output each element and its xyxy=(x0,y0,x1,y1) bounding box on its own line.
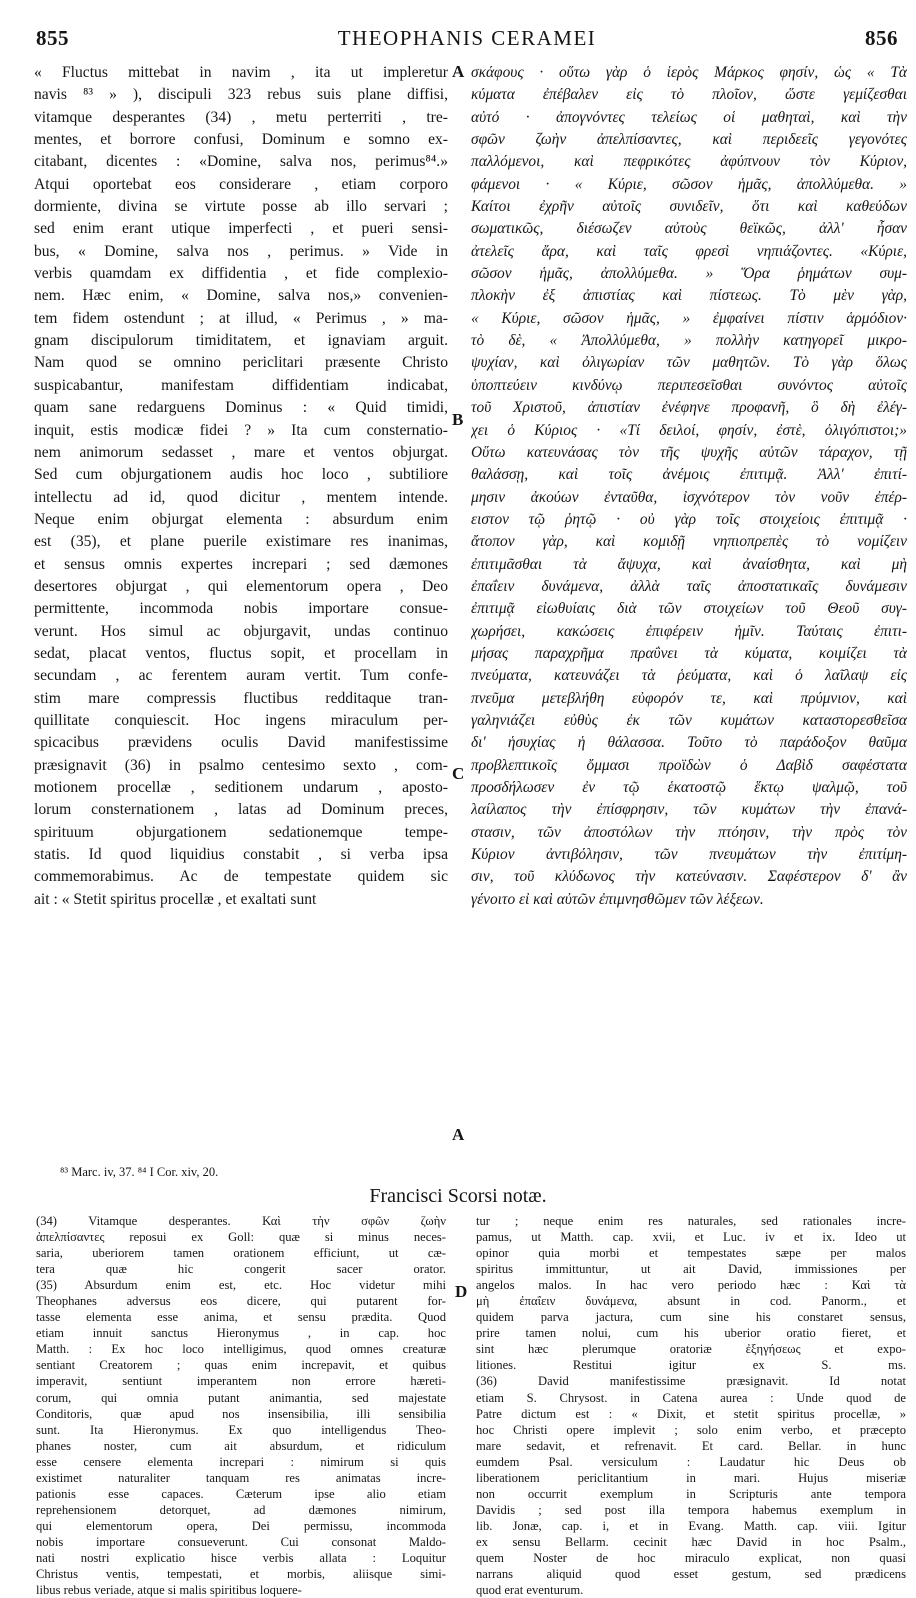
note-line: corum, qui omnia putant animantia, sed majestate xyxy=(36,1390,446,1405)
latin-text-line: « Fluctus mittebat in navim , ita ut impleretur xyxy=(34,64,448,81)
latin-text-line: bus, « Domine, salva nos , perimus. » Vide in xyxy=(34,242,448,260)
latin-text-line: quam sane redarguens Dominus : « Quid timidi, xyxy=(34,399,448,417)
note-line: lib. Jonæ, cap. i, et in Evang. Matth. cap. viii. Igitur xyxy=(476,1518,906,1533)
greek-text-line: ὑποπτεύειν κινδύνῳ περιπεσεῖσθαι συνόντος αὐτοῖς xyxy=(471,376,907,394)
latin-text-line: Atqui oportebat eos considerare , etiam corporo xyxy=(34,175,448,193)
latin-text-line: verbis quamdam ex diffidentia , et fide complexio- xyxy=(34,265,448,283)
greek-text-line: χει ὁ Κύριος · «Τί δειλοί, φησίν, ἐστὲ, ὀλιγόπιστοι;» xyxy=(471,421,907,439)
note-line: ἀπελπίσαντες reposui ex Goll: quæ si minus neces- xyxy=(36,1230,446,1245)
note-line: sunt. Ita Hieronymus. Ex quo intelligendus Theo- xyxy=(36,1422,446,1437)
note-line: (34) Vitamque desperantes. Καὶ τὴν σφῶν ζωὴν xyxy=(36,1214,446,1228)
note-line: saria, uberiorem tamen orationem efficiunt, ut cæ- xyxy=(36,1246,446,1261)
note-line: spiritus immittuntur, ut ait David, immissiones per xyxy=(476,1262,906,1277)
margin-letter-d: D xyxy=(455,1282,468,1301)
latin-text-line: permittente, incommoda nobis importare consue- xyxy=(34,600,448,618)
greek-text-line: θαλάσσῃ, καὶ τοῖς ἀνέμοις ἐπιτιμᾷ. Ἀλλ' ἐπιτί- xyxy=(471,466,907,484)
note-line: tasse elementa esse anima, et sensu prædita. Quod xyxy=(36,1310,446,1325)
note-line: etiam S. Chrysost. in Catena aurea : Unde quod de xyxy=(476,1390,906,1405)
note-line: quod erat eventurum. xyxy=(476,1583,584,1598)
note-line: pationis esse capaces. Cæterum ipse alio etiam xyxy=(36,1486,446,1501)
greek-text-line: σιν, τοῦ κλύδωνος τὴν κατεύνασιν. Σαφέστερον δ' ἂν xyxy=(471,868,907,886)
greek-text-line: πλοκὴν ἐξ ἀπιστίας καὶ πίστεως. Τὸ μὲν γὰρ, xyxy=(471,287,907,305)
greek-text-line: ψυχίαν, καὶ ὀλιγωρίαν τῶν μαθητῶν. Τὸ γὰρ ὅλως xyxy=(471,354,907,372)
note-line: tera quæ hic congerit sacer orator. xyxy=(36,1262,446,1277)
note-line: (35) Absurdum enim est, etc. Hoc videtur mihi xyxy=(36,1278,446,1293)
note-line: tur ; neque enim res naturales, sed rationales incre- xyxy=(476,1214,906,1228)
latin-text-line: dormiente, divina se virtute posse ab illo servari ; xyxy=(34,198,448,216)
greek-text-line: σωματικῶς, διέσωζεν αὐτοὺς θεϊκῶς, ἀλλ' ἦσαν xyxy=(471,220,907,238)
margin-letter-a: A xyxy=(452,62,465,81)
greek-text-line: παλλόμενοι, καὶ πεφρικότες ἀφύπνουν τὸν Κύριον, xyxy=(471,153,907,171)
latin-text-line: stim mare compressis fluctibus redditaque tran- xyxy=(34,689,448,707)
note-line: pamus, ut Matth. cap. xvii, et Luc. iv et ix. Ideo ut xyxy=(476,1230,906,1245)
greek-text-line: προβλεπτικοῖς ὄμμασι προϊδὼν ὁ Δαβὶδ σαφέστατα xyxy=(471,756,907,774)
greek-text-line: σῶσον ἡμᾶς, ἀπολλύμεθα. » Ὅρα ῥημάτων συμ- xyxy=(471,265,907,283)
greek-text-line: χωρήσει, κακώσεις ἐπιφέρειν ἡμῖν. Ταύταις ἐπιτι- xyxy=(471,622,907,640)
latin-text-line: est (35), et plane puerile existimare res inanimas, xyxy=(34,533,448,551)
latin-text-line: spicacibus prævidens oculis David manifestissime xyxy=(34,734,448,752)
running-head xyxy=(36,26,898,52)
greek-text-line: ἐπιτιμᾷ εἰωθυίαις διὰ τῶν στοιχείων τοῦ Θεοῦ συγ- xyxy=(471,600,907,618)
latin-text-line: nem. Hæc enim, « Domine, salva nos,» convenien- xyxy=(34,287,448,305)
note-line: mare sedavit, et refrenavit. Et card. Bellar. in hunc xyxy=(476,1438,906,1453)
note-line: Davidis ; sed post illa tempora habemus exemplum in xyxy=(476,1502,906,1517)
latin-text-line: spirituum objurgationem sedationemque tempe- xyxy=(34,823,448,841)
note-line: qui elementorum opera, Dei permissu, incommoda xyxy=(36,1518,446,1533)
greek-text-line: λαίλαπος τὴν ἐπίσφρησιν, τῶν κυμάτων τὴν ἐπανά- xyxy=(471,801,907,819)
latin-text-line: suspicabantur, manifestam diffidentiam indicabat, xyxy=(34,376,448,394)
margin-letter-b: B xyxy=(452,410,464,429)
notes-heading: Francisci Scorsi notæ. xyxy=(369,1185,547,1207)
greek-text-line: μησιν ἀκούων ἐνταῦθα, ἰσχνότερον τὸν νοῦν ἐπέρ- xyxy=(471,488,907,506)
greek-text-line: τοῦ Χριστοῦ, ἀπιστίαν ἐνέφηνε προφανῆ, ὃ δὴ ἐλέγ- xyxy=(471,399,907,417)
note-line: prire tamen nolui, cum his uberior oratio fieret, et xyxy=(476,1326,906,1341)
latin-text-line: verunt. Hos simul ac objurgavit, undas continuo xyxy=(34,622,448,640)
running-title: THEOPHANIS CERAMEI xyxy=(337,26,597,50)
note-line: ex sensu Bellarm. cecinit hæc David in hoc Psalm., xyxy=(476,1534,906,1549)
latin-text-line: mentes, et borrore confusi, Dominum e somno ex- xyxy=(34,131,448,149)
note-line: quem Noster de hoc miraculo explicat, non quasi xyxy=(476,1550,906,1565)
greek-text-line: Κύριον ἀντιβόλησιν, τῶν πνευμάτων τὴν ἐπιτίμη- xyxy=(471,846,907,864)
note-line: esse censere elementa increpari : nimirum si quis xyxy=(36,1454,446,1469)
greek-text-line: ειστον τῷ ῥητῷ · οὐ γὰρ τοῖς στοιχείοις ἐπιτιμᾷ · xyxy=(471,510,907,528)
latin-text-line: ait : « Stetit spiritus procellæ , et exaltati sunt xyxy=(34,890,317,908)
latin-text-line: statis. Id quod liquidius constabit , si verba ipsa xyxy=(34,846,448,864)
note-line: phanes noster, cum ait absurdum, et ridiculum xyxy=(36,1438,446,1453)
latin-text-line: desertores objurgat , qui elementorum opera , Deo xyxy=(34,577,448,595)
latin-text-line: nem animorum sedasset , mare et ventos objurgat. xyxy=(34,443,448,461)
greek-text-line: γαληνιάζει εὐθὺς ἐκ τῶν κυμάτων καταστορεσθεῖσα xyxy=(471,711,907,729)
greek-text-line: μήσας παραχρῆμα πραΰνει τὰ κύματα, κοιμίζει τὰ xyxy=(471,644,907,662)
note-line: quidem parva jactura, cum sine his constaret sensus, xyxy=(476,1310,906,1325)
note-line: Conditoris, quæ apud nos insensibilia, illi sensibilia xyxy=(36,1406,446,1421)
note-line: Christus ventis, tempestati, et morbis, aliisque simi- xyxy=(36,1567,446,1582)
note-line: libus rebus veriade, atque si malis spiritibus loquere- xyxy=(36,1583,302,1598)
note-line: imperavit, sentiunt imperantem non errore hæreti- xyxy=(36,1374,446,1389)
greek-text-line: Καίτοι ἐχρῆν αὐτοῖς συνιδεῖν, ὅτι καὶ καθεύδων xyxy=(471,198,907,216)
note-line: opinor quia morbi et tempestates sæpe per malos xyxy=(476,1246,906,1261)
latin-text-line: et sensus omnis expertes increpari ; sed dæmones xyxy=(34,555,448,573)
greek-text-line: σφῶν ζωὴν ἀπελπίσαντες, καὶ περιδεεῖς γεγονότες xyxy=(471,131,907,149)
greek-text-column xyxy=(471,62,907,911)
latin-text-line: sedat, placat ventos, fluctus sopit, et procellam in xyxy=(34,644,448,662)
note-line: etiam innuit sanctus Hieronymus , in cap. hoc xyxy=(36,1326,446,1341)
note-line: sentiant Creatorem ; quas enim increpavit, et quibus xyxy=(36,1358,446,1373)
left-column-number: 855 xyxy=(36,26,69,50)
note-line: non occurrit exemplum in Scripturis ante tempora xyxy=(476,1486,906,1501)
greek-text-line: σκάφους · οὕτω γὰρ ὁ ἱερὸς Μάρκος φησίν, ὡς « Τὰ xyxy=(471,64,907,81)
latin-text-line: secundam , ac ferentem auram vertit. Tum confe- xyxy=(34,667,448,685)
note-line: angelos malos. In hac vero periodo hæc : Καὶ τὰ xyxy=(476,1278,906,1293)
notes-right-column xyxy=(476,1213,906,1598)
greek-text-line: « Κύριε, σῶσον ἡμᾶς, » ἐμφαίνει πίστιν ἁρμόδιον· xyxy=(471,309,907,327)
note-line: liberationem periclitantium in mari. Hujus miseriæ xyxy=(476,1470,906,1485)
latin-text-line: sed enim erant utique imperfecti , et pueri sensi- xyxy=(34,220,448,238)
note-line: Theophanes adversus eos dicere, qui putarent for- xyxy=(36,1294,446,1309)
greek-text-line: τὸ δὲ, « Ἀπολλύμεθα, » πολλὴν κατηγορεῖ μικρο- xyxy=(471,332,907,350)
latin-text-line: gnam discipulorum timiditatem, et ignaviam arguit. xyxy=(34,332,448,350)
note-line: μὴ ἐπαΐειν δυνάμενα, absunt in cod. Panorm., et xyxy=(476,1294,906,1309)
note-line: sint hæc plerumque oratoriæ ἐξηγήσεως et expo- xyxy=(476,1342,906,1357)
note-line: nati nostri explicatio hisce verbis allata : Loquitur xyxy=(36,1550,446,1565)
greek-text-line: αὐτό · ἀπογνόντες τελείως οἱ μαθηταὶ, καὶ τὴν xyxy=(471,108,907,126)
latin-text-line: Sed cum objurgationem audis hoc loco , subtiliore xyxy=(34,466,448,484)
latin-text-line: motionem procellæ , seditionem undarum , aposto- xyxy=(34,779,448,796)
latin-text-column xyxy=(34,62,448,911)
greek-text-line: ἐπαΐειν δυνάμενα, ἀλλὰ ταῖς ἀποστατικαῖς δυνάμεσιν xyxy=(471,577,907,595)
latin-text-line: intellectu ad id, quod dicitur , mentem intende. xyxy=(34,488,448,506)
greek-text-line: φάμενοι · « Κύριε, σῶσον ἡμᾶς, ἀπολλύμεθα. » xyxy=(471,175,907,193)
latin-text-line: Neque enim objurgat elementa : absurdum enim xyxy=(34,510,448,528)
footnote-references: ⁸³ Marc. iv, 37. ⁸⁴ I Cor. xiv, 20. xyxy=(60,1165,219,1179)
note-line: (36) David manifestissime præsignavit. Id notat xyxy=(476,1374,906,1389)
note-line: Matth. : Ex hoc loco intelligimus, quod omnes creaturæ xyxy=(36,1342,446,1357)
notes-left-column xyxy=(36,1213,446,1598)
latin-text-line: commemorabimus. Ac de tempestate quidem sic xyxy=(34,868,448,886)
margin-letter-c: C xyxy=(452,764,465,783)
latin-text-line: lorum consternationem , latas ad Dominum preces, xyxy=(34,801,448,819)
greek-text-line: κύματα ἐπέβαλεν εἰς τὸ πλοῖον, ὥστε γεμίζεσθαι xyxy=(471,86,907,104)
note-line: nobis importare consueverunt. Cui consonat Maldo- xyxy=(36,1534,446,1549)
greek-text-line: ἐπιτιμᾶσθαι τὰ ἄψυχα, καὶ ἀναίσθητα, καὶ μὴ xyxy=(471,555,907,573)
note-line: eumdem Psal. versiculum : Laudatur hic Deus ob xyxy=(476,1454,906,1469)
latin-text-line: inquit, estis modicæ fidei ? » Ita cum consternatio- xyxy=(34,421,448,439)
greek-text-line: προσδήλωσεν ἐν τῷ ἑκατοστῷ ἕκτῳ ψαλμῷ, τοῦ xyxy=(471,779,907,796)
latin-text-line: Nam quod se omnino periclitari præsente Christo xyxy=(34,354,448,372)
note-line: reprehensionem detorquet, ad dæmones nimirum, xyxy=(36,1502,446,1517)
margin-letter-a-lower: A xyxy=(452,1125,465,1144)
latin-text-line: præsignavit (36) in psalmo centesimo sexto , com- xyxy=(34,756,448,774)
greek-text-line: πνεῦμα μετεβλήθη εὐφορόν τε, καὶ πρύμνιον, καὶ xyxy=(471,689,907,707)
latin-text-line: tem fidem ostendunt ; at illud, « Perimus , » ma- xyxy=(34,309,448,327)
greek-text-line: Οὕτω κατευνάσας τὸν τῆς ψυχῆς αὐτῶν τάραχον, τῇ xyxy=(471,443,907,461)
greek-text-line: γένοιτο εἰ καὶ αὐτῶν ἐπιμνησθῶμεν τῶν λέξεων. xyxy=(471,890,764,908)
note-line: narrans aliquid quod esset gestum, sed prædicens xyxy=(476,1567,906,1582)
right-column-number: 856 xyxy=(865,26,898,50)
note-line: litiones. Restitui igitur ex S. ms. xyxy=(476,1358,906,1373)
note-line: Patre dictum est : « Dixit, et stetit spiritus procellæ, » xyxy=(476,1406,906,1421)
latin-text-line: vitamque desperantes (34) , metu perterriti , tre- xyxy=(34,108,448,126)
note-line: existimet naturaliter tanquam res animatas incre- xyxy=(36,1470,446,1485)
greek-text-line: δι' ἡσυχίας ἡ θάλασσα. Τοῦτο τὸ παράδοξον θαῦμα xyxy=(471,734,907,752)
latin-text-line: navis ⁸³ » ), discipuli 323 rebus suis plane diffisi, xyxy=(34,86,448,104)
greek-text-line: ἄτοπον γὰρ, καὶ κομιδῇ νηπιοπρεπὲς τὸ νομίζειν xyxy=(471,533,907,551)
latin-text-line: citabant, dicentes : «Domine, salva nos, perimus⁸⁴.» xyxy=(34,153,448,171)
greek-text-line: πνεύματα, κατευνάζει τὰ ῥεύματα, καὶ ὁ λαῖλαψ εἰς xyxy=(471,667,907,685)
latin-text-line: quillitate conquiescit. Hoc ingens miraculum per- xyxy=(34,711,448,729)
greek-text-line: στασιν, τῶν ἀποστόλων τὴν πτόησιν, τὴν πρὸς τὸν xyxy=(471,823,907,841)
note-line: hoc Christi opere implevit ; solo enim verbo, et præcepto xyxy=(476,1422,906,1437)
greek-text-line: ἀτελεῖς ἄρα, καὶ ταῖς φρεσὶ νηπιάζοντες. «Κύριε, xyxy=(471,242,907,260)
